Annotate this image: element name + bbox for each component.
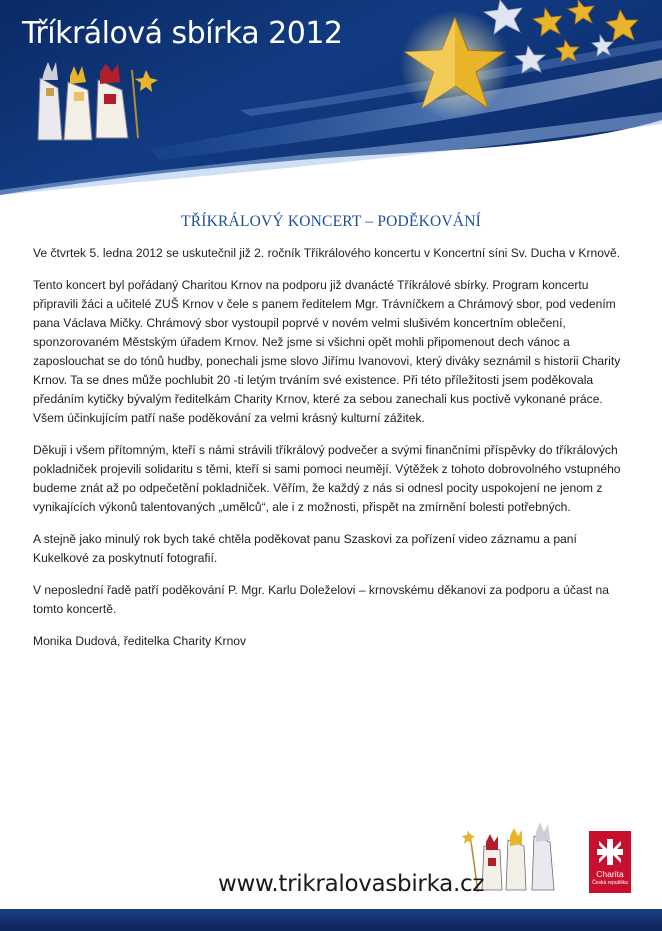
- footer: [0, 818, 662, 931]
- header-title: Tříkrálová sbírka 2012: [22, 16, 343, 51]
- paragraph-thanks: Děkuji i všem přítomným, kteří s námi strávili tříkrálový podvečer a svými finančními příspěvky do tříkrálových pokladniček projevili solidaritu s těmi, kteří si sami pomoci neumějí. Výtěžek z tohoto dobrovolného vstupného budeme znát až po odpečetění pokladniček. Věřím, že každý z nás si odnesl pocity uspokojení ne jenom z vynikajících výkonů talentovaných „umělců“, ale i z možnosti, přispět na zmírnění bolesti potřebných.: [33, 443, 621, 514]
- paragraph-intro: Ve čtvrtek 5. ledna 2012 se uskutečnil již 2. ročník Tříkrálového koncertu v Koncertní síni Sv. Ducha v Krnově.: [33, 246, 621, 260]
- charita-cross-icon: [595, 837, 625, 867]
- footer-bar: [0, 909, 662, 931]
- footer-url: www.trikralovasbirka.cz: [218, 871, 485, 897]
- big-star-icon: [400, 10, 510, 120]
- signature: Monika Dudová, ředitelka Charity Krnov: [33, 634, 247, 648]
- document-body: [33, 244, 629, 664]
- charita-logo-name: Charita: [596, 869, 624, 879]
- charita-logo-subtitle: Česká republika: [592, 880, 628, 886]
- document-title: TŘÍKRÁLOVÝ KONCERT – PODĚKOVÁNÍ: [181, 213, 481, 230]
- charita-logo: [589, 831, 631, 893]
- paragraph-concert: Tento koncert byl pořádaný Charitou Krnov na podporu již dvanácté Tříkrálové sbírky. Program koncertu připravili žáci a učitelé ZUŠ Krnov v čele s panem ředitelem Mgr. Trávníčkem a Chrámový sbor, pod vedením pana Václava Mičky. Chrámový sbor vystoupil poprvé v novém velmi slušivém koncertním oblečení, sponzorovaném Městským úřadem Krnov. Než jsme si všichni opět mohli připomenout dech vánoc a zaposlouchat se do tónů hudby, ponechali jsme slovo Jiřímu Ivanovovi, který diváky seznámil s historii Charity Krnov. Ta se dnes může pochlubit 20 -ti letým trváním své existence. Při této příležitosti jsem poděkovala předáním kytičky bývalým ředitelkám Charity Krnov, které za sebou zanechali kus poctivě vykonané práce. Všem účinkujícím patří naše poděkování za velmi krásný kulturní zážitek.: [33, 278, 621, 425]
- paragraph-video: A stejně jako minulý rok bych také chtěla poděkovat panu Szaskovi za pořízení video záznamu a paní Kukelkové za poskytnutí fotografií.: [33, 532, 577, 565]
- paragraph-dean: V neposlední řadě patří poděkování P. Mgr. Karlu Doleželovi – krnovskému děkanovi za podporu a účast na tomto koncertě.: [33, 583, 609, 616]
- header-banner: [0, 0, 662, 195]
